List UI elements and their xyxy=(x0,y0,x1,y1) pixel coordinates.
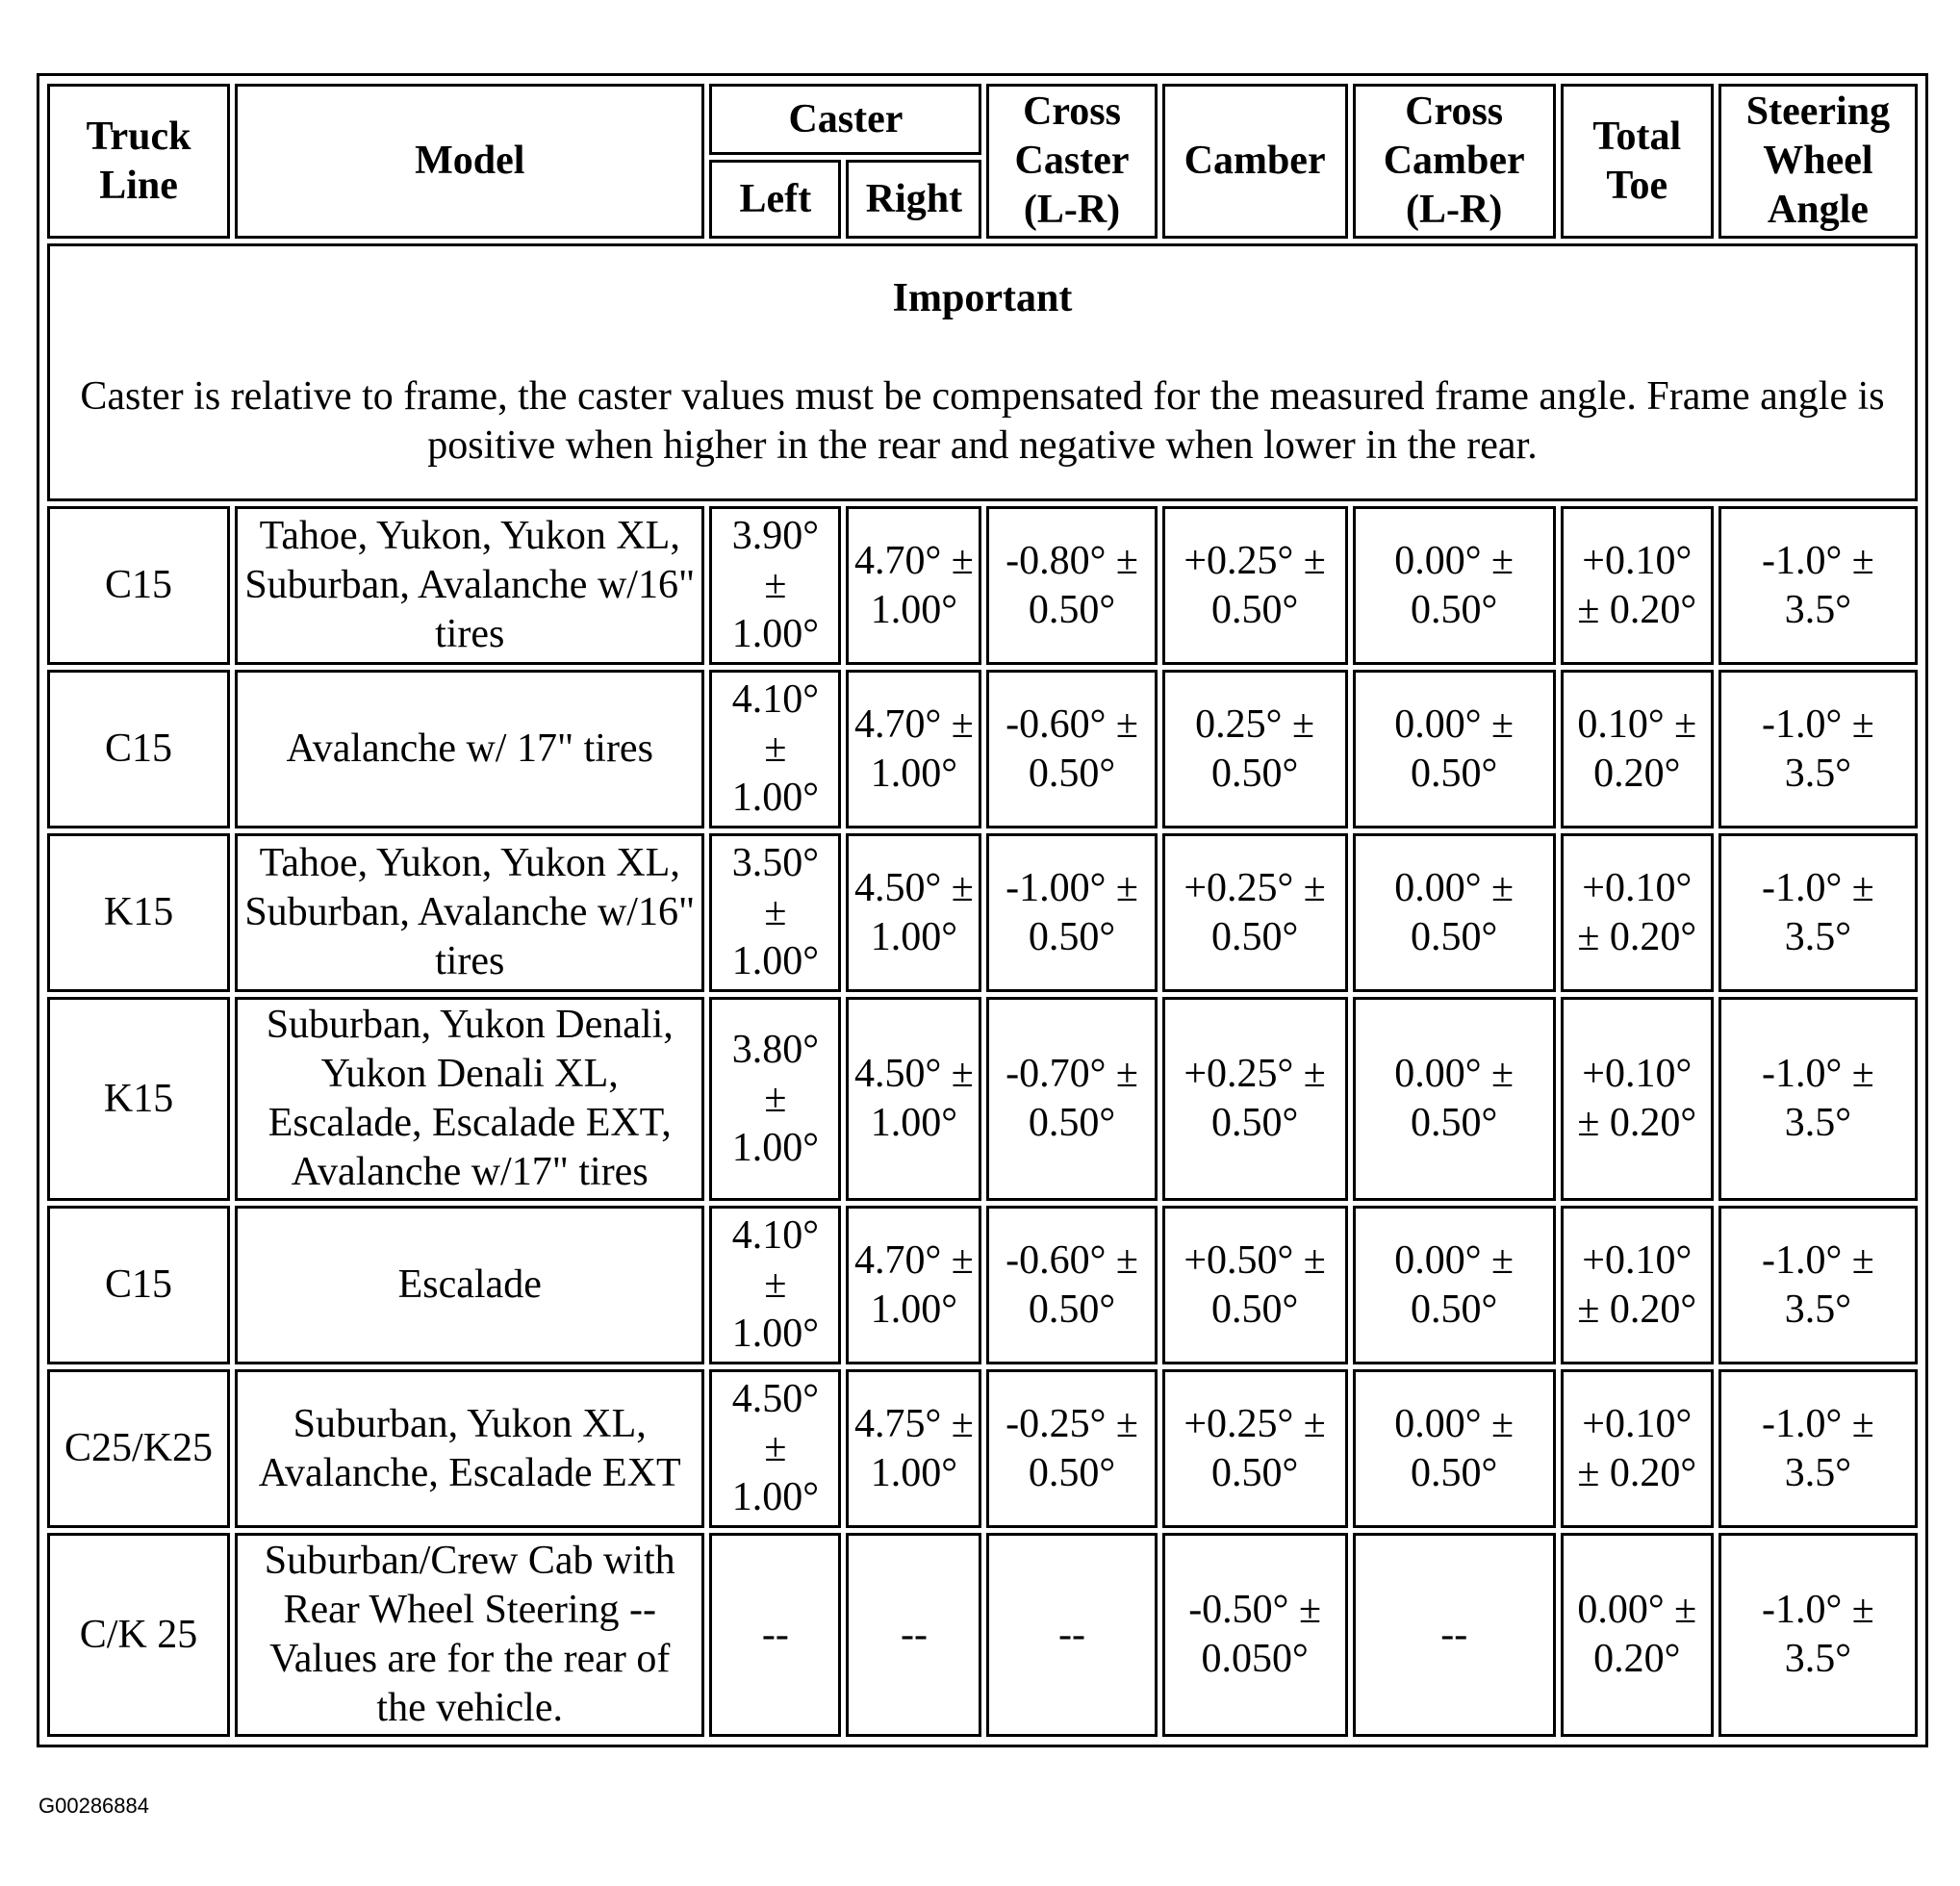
cell-cross-camber: 0.00° ± 0.50° xyxy=(1353,1206,1556,1364)
cell-caster-right: 4.70° ± 1.00° xyxy=(846,506,981,665)
cell-caster-left: 4.10° ± 1.00° xyxy=(709,670,841,828)
cell-steering-wheel-angle: -1.0° ± 3.5° xyxy=(1718,833,1918,992)
table-row xyxy=(47,1533,1918,1737)
cell-steering-wheel-angle: -1.0° ± 3.5° xyxy=(1718,1369,1918,1528)
header-steering-wheel-angle: Steering Wheel Angle xyxy=(1718,84,1918,239)
cell-model: Tahoe, Yukon, Yukon XL, Suburban, Avalanche w/16" tires xyxy=(235,506,704,665)
cell-caster-left: 4.10° ± 1.00° xyxy=(709,1206,841,1364)
header-caster-left: Left xyxy=(709,160,841,239)
cell-cross-camber: 0.00° ± 0.50° xyxy=(1353,997,1556,1201)
cell-total-toe: +0.10° ± 0.20° xyxy=(1561,1369,1714,1528)
cell-truck-line: C15 xyxy=(47,670,230,828)
cell-total-toe: +0.10° ± 0.20° xyxy=(1561,997,1714,1201)
header-truck-line: Truck Line xyxy=(47,84,230,239)
cell-caster-left: -- xyxy=(709,1533,841,1737)
header-total-toe: Total Toe xyxy=(1561,84,1714,239)
cell-total-toe: +0.10° ± 0.20° xyxy=(1561,833,1714,992)
table-row xyxy=(47,997,1918,1201)
cell-camber: 0.25° ± 0.50° xyxy=(1162,670,1348,828)
cell-camber: -0.50° ± 0.050° xyxy=(1162,1533,1348,1737)
cell-caster-left: 3.90° ± 1.00° xyxy=(709,506,841,665)
cell-steering-wheel-angle: -1.0° ± 3.5° xyxy=(1718,1206,1918,1364)
cell-truck-line: C15 xyxy=(47,1206,230,1364)
cell-truck-line: K15 xyxy=(47,997,230,1201)
header-caster-right: Right xyxy=(846,160,981,239)
cell-cross-caster: -- xyxy=(986,1533,1157,1737)
cell-caster-right: 4.50° ± 1.00° xyxy=(846,833,981,992)
cell-cross-camber: -- xyxy=(1353,1533,1556,1737)
cell-total-toe: 0.10° ± 0.20° xyxy=(1561,670,1714,828)
cell-model: Avalanche w/ 17" tires xyxy=(235,670,704,828)
cell-camber: +0.50° ± 0.50° xyxy=(1162,1206,1348,1364)
important-text: Caster is relative to frame, the caster values must be compensated for the measured frame angle. Frame angle is positive when higher in the rear and negative when lower in the rear. xyxy=(80,374,1885,468)
cell-steering-wheel-angle: -1.0° ± 3.5° xyxy=(1718,1533,1918,1737)
cell-caster-left: 3.80° ± 1.00° xyxy=(709,997,841,1201)
cell-truck-line: C15 xyxy=(47,506,230,665)
table-row xyxy=(47,670,1918,828)
cell-cross-caster: -0.60° ± 0.50° xyxy=(986,670,1157,828)
header-cross-caster: Cross Caster (L-R) xyxy=(986,84,1157,239)
cell-steering-wheel-angle: -1.0° ± 3.5° xyxy=(1718,997,1918,1201)
header-camber: Camber xyxy=(1162,84,1348,239)
cell-caster-right: 4.70° ± 1.00° xyxy=(846,1206,981,1364)
important-note xyxy=(47,243,1918,501)
header-model: Model xyxy=(235,84,704,239)
cell-camber: +0.25° ± 0.50° xyxy=(1162,506,1348,665)
cell-steering-wheel-angle: -1.0° ± 3.5° xyxy=(1718,506,1918,665)
cell-model: Tahoe, Yukon, Yukon XL, Suburban, Avalanche w/16" tires xyxy=(235,833,704,992)
table-row xyxy=(47,1369,1918,1528)
cell-total-toe: 0.00° ± 0.20° xyxy=(1561,1533,1714,1737)
cell-cross-caster: -0.25° ± 0.50° xyxy=(986,1369,1157,1528)
cell-model: Suburban/Crew Cab with Rear Wheel Steering -- Values are for the rear of the vehicle. xyxy=(235,1533,704,1737)
cell-cross-caster: -1.00° ± 0.50° xyxy=(986,833,1157,992)
cell-caster-right: 4.70° ± 1.00° xyxy=(846,670,981,828)
cell-caster-right: 4.75° ± 1.00° xyxy=(846,1369,981,1528)
table-row xyxy=(47,833,1918,992)
cell-total-toe: +0.10° ± 0.20° xyxy=(1561,506,1714,665)
figure-id: G00286884 xyxy=(38,1794,149,1818)
cell-truck-line: C/K 25 xyxy=(47,1533,230,1737)
table-row xyxy=(47,1206,1918,1364)
cell-truck-line: K15 xyxy=(47,833,230,992)
cell-caster-left: 3.50° ± 1.00° xyxy=(709,833,841,992)
cell-model: Suburban, Yukon XL, Avalanche, Escalade EXT xyxy=(235,1369,704,1528)
table-row xyxy=(47,506,1918,665)
cell-camber: +0.25° ± 0.50° xyxy=(1162,833,1348,992)
cell-cross-camber: 0.00° ± 0.50° xyxy=(1353,670,1556,828)
cell-total-toe: +0.10° ± 0.20° xyxy=(1561,1206,1714,1364)
cell-cross-camber: 0.00° ± 0.50° xyxy=(1353,1369,1556,1528)
cell-cross-caster: -0.80° ± 0.50° xyxy=(986,506,1157,665)
cell-camber: +0.25° ± 0.50° xyxy=(1162,1369,1348,1528)
cell-steering-wheel-angle: -1.0° ± 3.5° xyxy=(1718,670,1918,828)
cell-camber: +0.25° ± 0.50° xyxy=(1162,997,1348,1201)
cell-truck-line: C25/K25 xyxy=(47,1369,230,1528)
cell-caster-right: -- xyxy=(846,1533,981,1737)
cell-caster-right: 4.50° ± 1.00° xyxy=(846,997,981,1201)
important-title: Important xyxy=(892,276,1073,320)
alignment-spec-table-frame xyxy=(37,73,1928,1747)
alignment-spec-table xyxy=(42,79,1922,1742)
header-caster: Caster xyxy=(709,84,981,155)
cell-cross-camber: 0.00° ± 0.50° xyxy=(1353,833,1556,992)
cell-cross-camber: 0.00° ± 0.50° xyxy=(1353,506,1556,665)
cell-cross-caster: -0.60° ± 0.50° xyxy=(986,1206,1157,1364)
cell-model: Escalade xyxy=(235,1206,704,1364)
cell-model: Suburban, Yukon Denali, Yukon Denali XL, Escalade, Escalade EXT, Avalanche w/17" tires xyxy=(235,997,704,1201)
cell-caster-left: 4.50° ± 1.00° xyxy=(709,1369,841,1528)
cell-cross-caster: -0.70° ± 0.50° xyxy=(986,997,1157,1201)
header-cross-camber: Cross Camber (L-R) xyxy=(1353,84,1556,239)
